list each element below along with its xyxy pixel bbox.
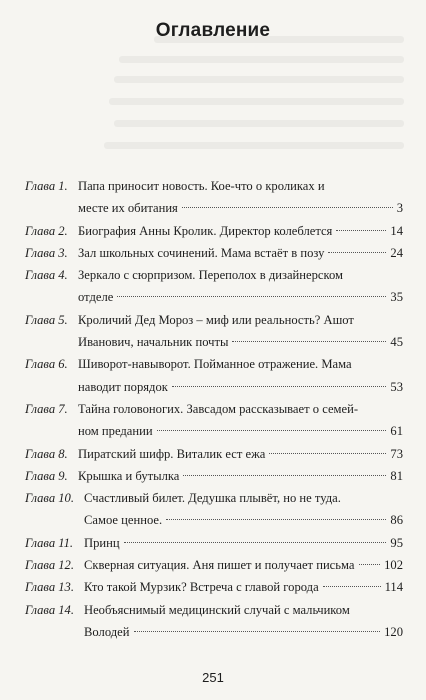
chapter-label: Глава 14.	[25, 602, 75, 617]
chapter-title-line: Кто такой Мурзик? Встреча с главой города	[84, 580, 319, 595]
toc-entry	[25, 532, 403, 554]
dot-leader	[172, 386, 387, 387]
dot-leader	[182, 207, 393, 208]
toc-entry	[25, 220, 403, 242]
chapter-label: Глава 10.	[25, 491, 75, 506]
chapter-label: Глава 5.	[25, 312, 68, 327]
toc-entry	[25, 443, 403, 465]
chapter-page-number: 61	[390, 424, 403, 439]
toc-entry	[25, 398, 403, 443]
chapter-label: Глава 6.	[25, 357, 68, 372]
chapter-title-last-line	[78, 376, 403, 398]
chapter-title-line: Зал школьных сочинений. Мама встаёт в позу	[78, 245, 325, 260]
chapter-title-line: Тайна головоногих. Завсадом рассказывает о семей-	[78, 401, 359, 416]
dot-leader	[183, 475, 386, 476]
chapter-title-line: Володей	[84, 624, 130, 639]
toc-entry	[25, 487, 403, 532]
chapter-page-number: 81	[390, 468, 403, 483]
chapter-title-block	[78, 465, 403, 487]
dot-leader	[232, 341, 386, 342]
chapter-title-line: Зеркало с сюрпризом. Переполох в дизайнерском	[78, 268, 344, 283]
dot-leader	[328, 252, 386, 253]
chapter-title-last-line	[78, 242, 403, 264]
table-of-contents	[25, 175, 403, 643]
dot-leader	[359, 564, 381, 565]
toc-entry	[25, 554, 403, 576]
bleed-through-line	[114, 76, 404, 83]
chapter-label: Глава 12.	[25, 558, 75, 573]
chapter-title-line: Папа приносит новость. Кое-что о кроликах и	[78, 179, 325, 193]
dot-leader	[166, 519, 386, 520]
chapter-title-block	[78, 309, 403, 354]
chapter-page-number: 53	[390, 379, 403, 394]
chapter-title-last-line	[84, 576, 403, 598]
chapter-title-line: Крышка и бутылка	[78, 468, 180, 483]
chapter-title-last-line	[84, 532, 403, 554]
dot-leader	[134, 631, 381, 632]
chapter-page-number: 45	[390, 335, 403, 350]
chapter-title-block	[78, 175, 403, 220]
bleed-through-line	[119, 56, 404, 63]
chapter-title-line: наводит порядок	[78, 379, 168, 394]
chapter-title-block	[84, 487, 403, 532]
chapter-page-number: 14	[390, 223, 403, 238]
dot-leader	[323, 586, 381, 587]
chapter-title-block	[78, 353, 403, 398]
dot-leader	[336, 230, 386, 231]
chapter-title-line: Биография Анны Кролик. Директор колеблется	[78, 223, 333, 238]
chapter-title-line: Шиворот-навыворот. Пойманное отражение. Мама	[78, 357, 352, 372]
chapter-label: Глава 9.	[25, 468, 68, 483]
chapter-page-number: 73	[390, 446, 403, 461]
chapter-page-number: 102	[384, 558, 403, 573]
chapter-title-block	[84, 532, 403, 554]
chapter-page-number: 114	[384, 580, 403, 595]
chapter-title-line: Принц	[84, 535, 120, 550]
chapter-label: Глава 8.	[25, 446, 68, 461]
chapter-label: Глава 4.	[25, 268, 68, 283]
chapter-page-number: 24	[390, 245, 403, 260]
chapter-label: Глава 7.	[25, 401, 68, 416]
chapter-title-block	[78, 264, 403, 309]
chapter-label: Глава 3.	[25, 245, 68, 260]
toc-entry	[25, 309, 403, 354]
chapter-title-line: Самое ценное.	[84, 513, 163, 528]
bleed-through-line	[109, 98, 404, 105]
chapter-title-block	[78, 242, 403, 264]
chapter-label: Глава 2.	[25, 223, 68, 238]
chapter-title-last-line	[78, 465, 403, 487]
chapter-title-last-line	[78, 331, 403, 353]
bleed-through-line	[114, 120, 404, 127]
chapter-title-line: Кроличий Дед Мороз – миф или реальность? Ашот	[78, 312, 354, 327]
chapter-title-line: Счастливый билет. Дедушка плывёт, но не туда.	[84, 491, 341, 506]
chapter-title-line: Пиратский шифр. Виталик ест ежа	[78, 446, 266, 461]
chapter-page-number: 3	[396, 201, 403, 216]
chapter-page-number: 95	[390, 535, 403, 550]
chapter-label: Глава 11.	[25, 535, 74, 550]
chapter-title-line: отделе	[78, 290, 114, 305]
toc-entry	[25, 599, 403, 644]
toc-entry	[25, 264, 403, 309]
chapter-title-block	[84, 554, 403, 576]
chapter-page-number: 35	[390, 290, 403, 305]
chapter-title-line: Иванович, начальник почты	[78, 335, 229, 350]
toc-entry	[25, 465, 403, 487]
chapter-title-line: месте их обитания	[78, 201, 178, 216]
dot-leader	[117, 296, 386, 297]
toc-entry	[25, 576, 403, 598]
chapter-title-last-line	[84, 509, 403, 531]
chapter-page-number: 120	[384, 624, 403, 639]
chapter-title-line: Необъяснимый медицинский случай с мальчиком	[84, 602, 350, 617]
chapter-title-last-line	[78, 286, 403, 308]
toc-entry	[25, 175, 403, 220]
page-title: Оглавление	[155, 20, 271, 41]
chapter-title-block	[78, 220, 403, 242]
chapter-title-last-line	[84, 621, 403, 643]
chapter-title-last-line	[78, 220, 403, 242]
chapter-title-line: ном предании	[78, 424, 153, 439]
bleed-through-line	[104, 142, 404, 149]
chapter-title-block	[78, 443, 403, 465]
chapter-title-line: Скверная ситуация. Аня пишет и получает письма	[84, 558, 355, 573]
toc-entry	[25, 242, 403, 264]
chapter-title-block	[84, 599, 403, 644]
page-number: 251	[202, 670, 224, 685]
chapter-label: Глава 13.	[25, 580, 75, 595]
dot-leader	[157, 430, 387, 431]
chapter-label: Глава 1.	[25, 179, 68, 193]
chapter-title-last-line	[78, 197, 403, 219]
chapter-title-last-line	[78, 420, 403, 442]
chapter-title-block	[84, 576, 403, 598]
chapter-title-last-line	[78, 443, 403, 465]
chapter-page-number: 86	[390, 513, 403, 528]
dot-leader	[124, 542, 387, 543]
chapter-title-block	[78, 398, 403, 443]
chapter-title-last-line	[84, 554, 403, 576]
toc-entry	[25, 353, 403, 398]
dot-leader	[269, 453, 386, 454]
